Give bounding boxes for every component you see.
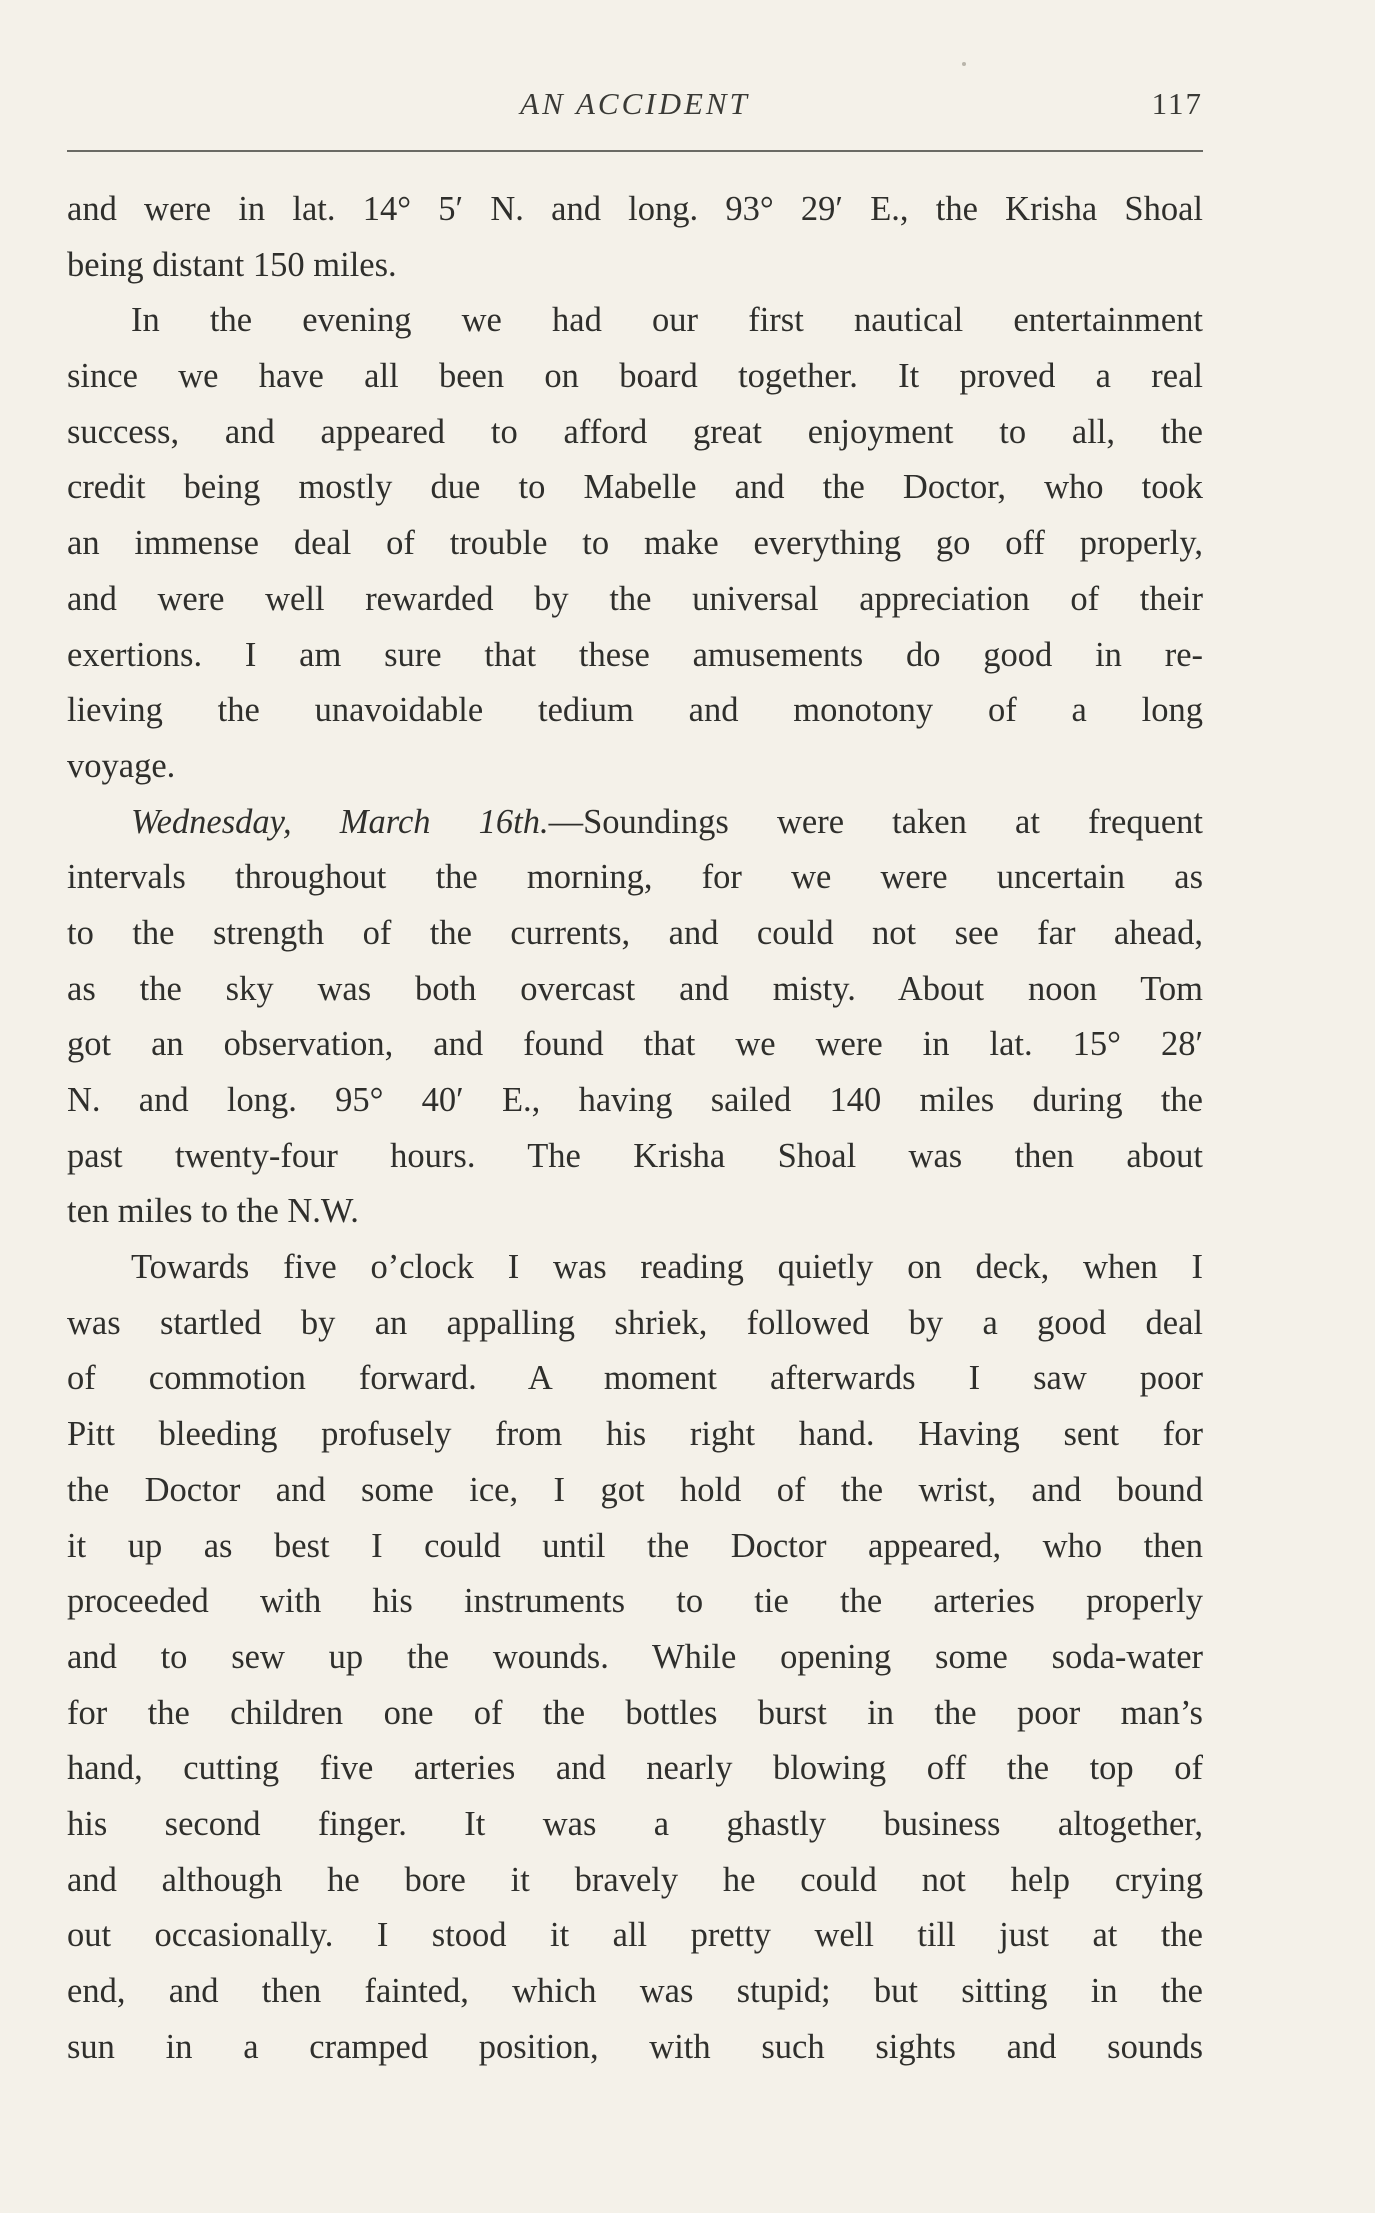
text-line: was startled by an appalling shriek, followed by a good deal	[67, 1303, 1203, 1342]
text-line: end, and then fainted, which was stupid; but sitting in the	[67, 1972, 1203, 2010]
paragraph-start-line: Towards five o’clock I was reading quietly on deck, when I	[131, 1248, 1203, 1287]
text-line: since we have all been on board together. It proved a real	[67, 357, 1203, 396]
text-line: to the strength of the currents, and could not see far ahead,	[67, 913, 1203, 952]
paper-speck	[962, 62, 966, 66]
text-line: past twenty-four hours. The Krisha Shoal was then about	[67, 1136, 1203, 1175]
text-line: of commotion forward. A moment afterwards I saw poor	[67, 1359, 1203, 1398]
text-line: sun in a cramped position, with such sights and sounds	[67, 2027, 1203, 2066]
text-line: voyage.	[67, 746, 176, 785]
text-line: and were in lat. 14° 5′ N. and long. 93° 29′ E., the Krisha Shoal	[67, 190, 1203, 228]
text-line: out occasionally. I stood it all pretty well till just at the	[67, 1916, 1203, 1955]
text-line: got an observation, and found that we were in lat. 15° 28′	[67, 1025, 1203, 1064]
text-line: Pitt bleeding profusely from his right hand. Having sent for	[67, 1415, 1203, 1454]
entry-text: —Soundings were taken at frequent	[548, 802, 1203, 841]
text-line: being distant 150 miles.	[67, 245, 397, 284]
text-line: the Doctor and some ice, I got hold of the wrist, and bound	[67, 1470, 1203, 1509]
text-line: and to sew up the wounds. While opening some soda-water	[67, 1637, 1203, 1676]
dated-entry-line	[67, 795, 1203, 851]
text-line: his second finger. It was a ghastly business altogether,	[67, 1804, 1203, 1843]
text-line: as the sky was both overcast and misty. About noon Tom	[67, 969, 1203, 1008]
text-line: proceeded with his instruments to tie the arteries properly	[67, 1582, 1203, 1621]
text-line: intervals throughout the morning, for we were uncertain as	[67, 858, 1203, 897]
paragraph-start-line: In the evening we had our first nautical entertainment	[131, 301, 1203, 340]
text-line: exertions. I am sure that these amusements do good in re-	[67, 635, 1203, 674]
text-line: hand, cutting five arteries and nearly blowing off the top of	[67, 1749, 1203, 1788]
text-line: an immense deal of trouble to make everything go off properly,	[67, 524, 1203, 563]
page-number: 117	[1151, 86, 1203, 121]
body-text	[67, 182, 1203, 2075]
text-line: success, and appeared to afford great enjoyment to all, the	[67, 412, 1203, 451]
text-line: it up as best I could until the Doctor appeared, who then	[67, 1526, 1203, 1565]
text-line: and although he bore it bravely he could not help crying	[67, 1860, 1203, 1899]
text-line: N. and long. 95° 40′ E., having sailed 140 miles during the	[67, 1081, 1203, 1119]
text-line: lieving the unavoidable tedium and monotony of a long	[67, 691, 1203, 730]
text-line: credit being mostly due to Mabelle and the Doctor, who took	[67, 468, 1203, 507]
running-title: AN ACCIDENT	[520, 86, 750, 121]
entry-date: Wednesday, March 16th.	[131, 802, 549, 841]
text-line: for the children one of the bottles burst in the poor man’s	[67, 1693, 1203, 1732]
running-head	[67, 82, 1203, 132]
text-line: ten miles to the N.W.	[67, 1192, 359, 1231]
header-rule	[67, 150, 1203, 152]
text-line: and were well rewarded by the universal appreciation of their	[67, 579, 1203, 618]
